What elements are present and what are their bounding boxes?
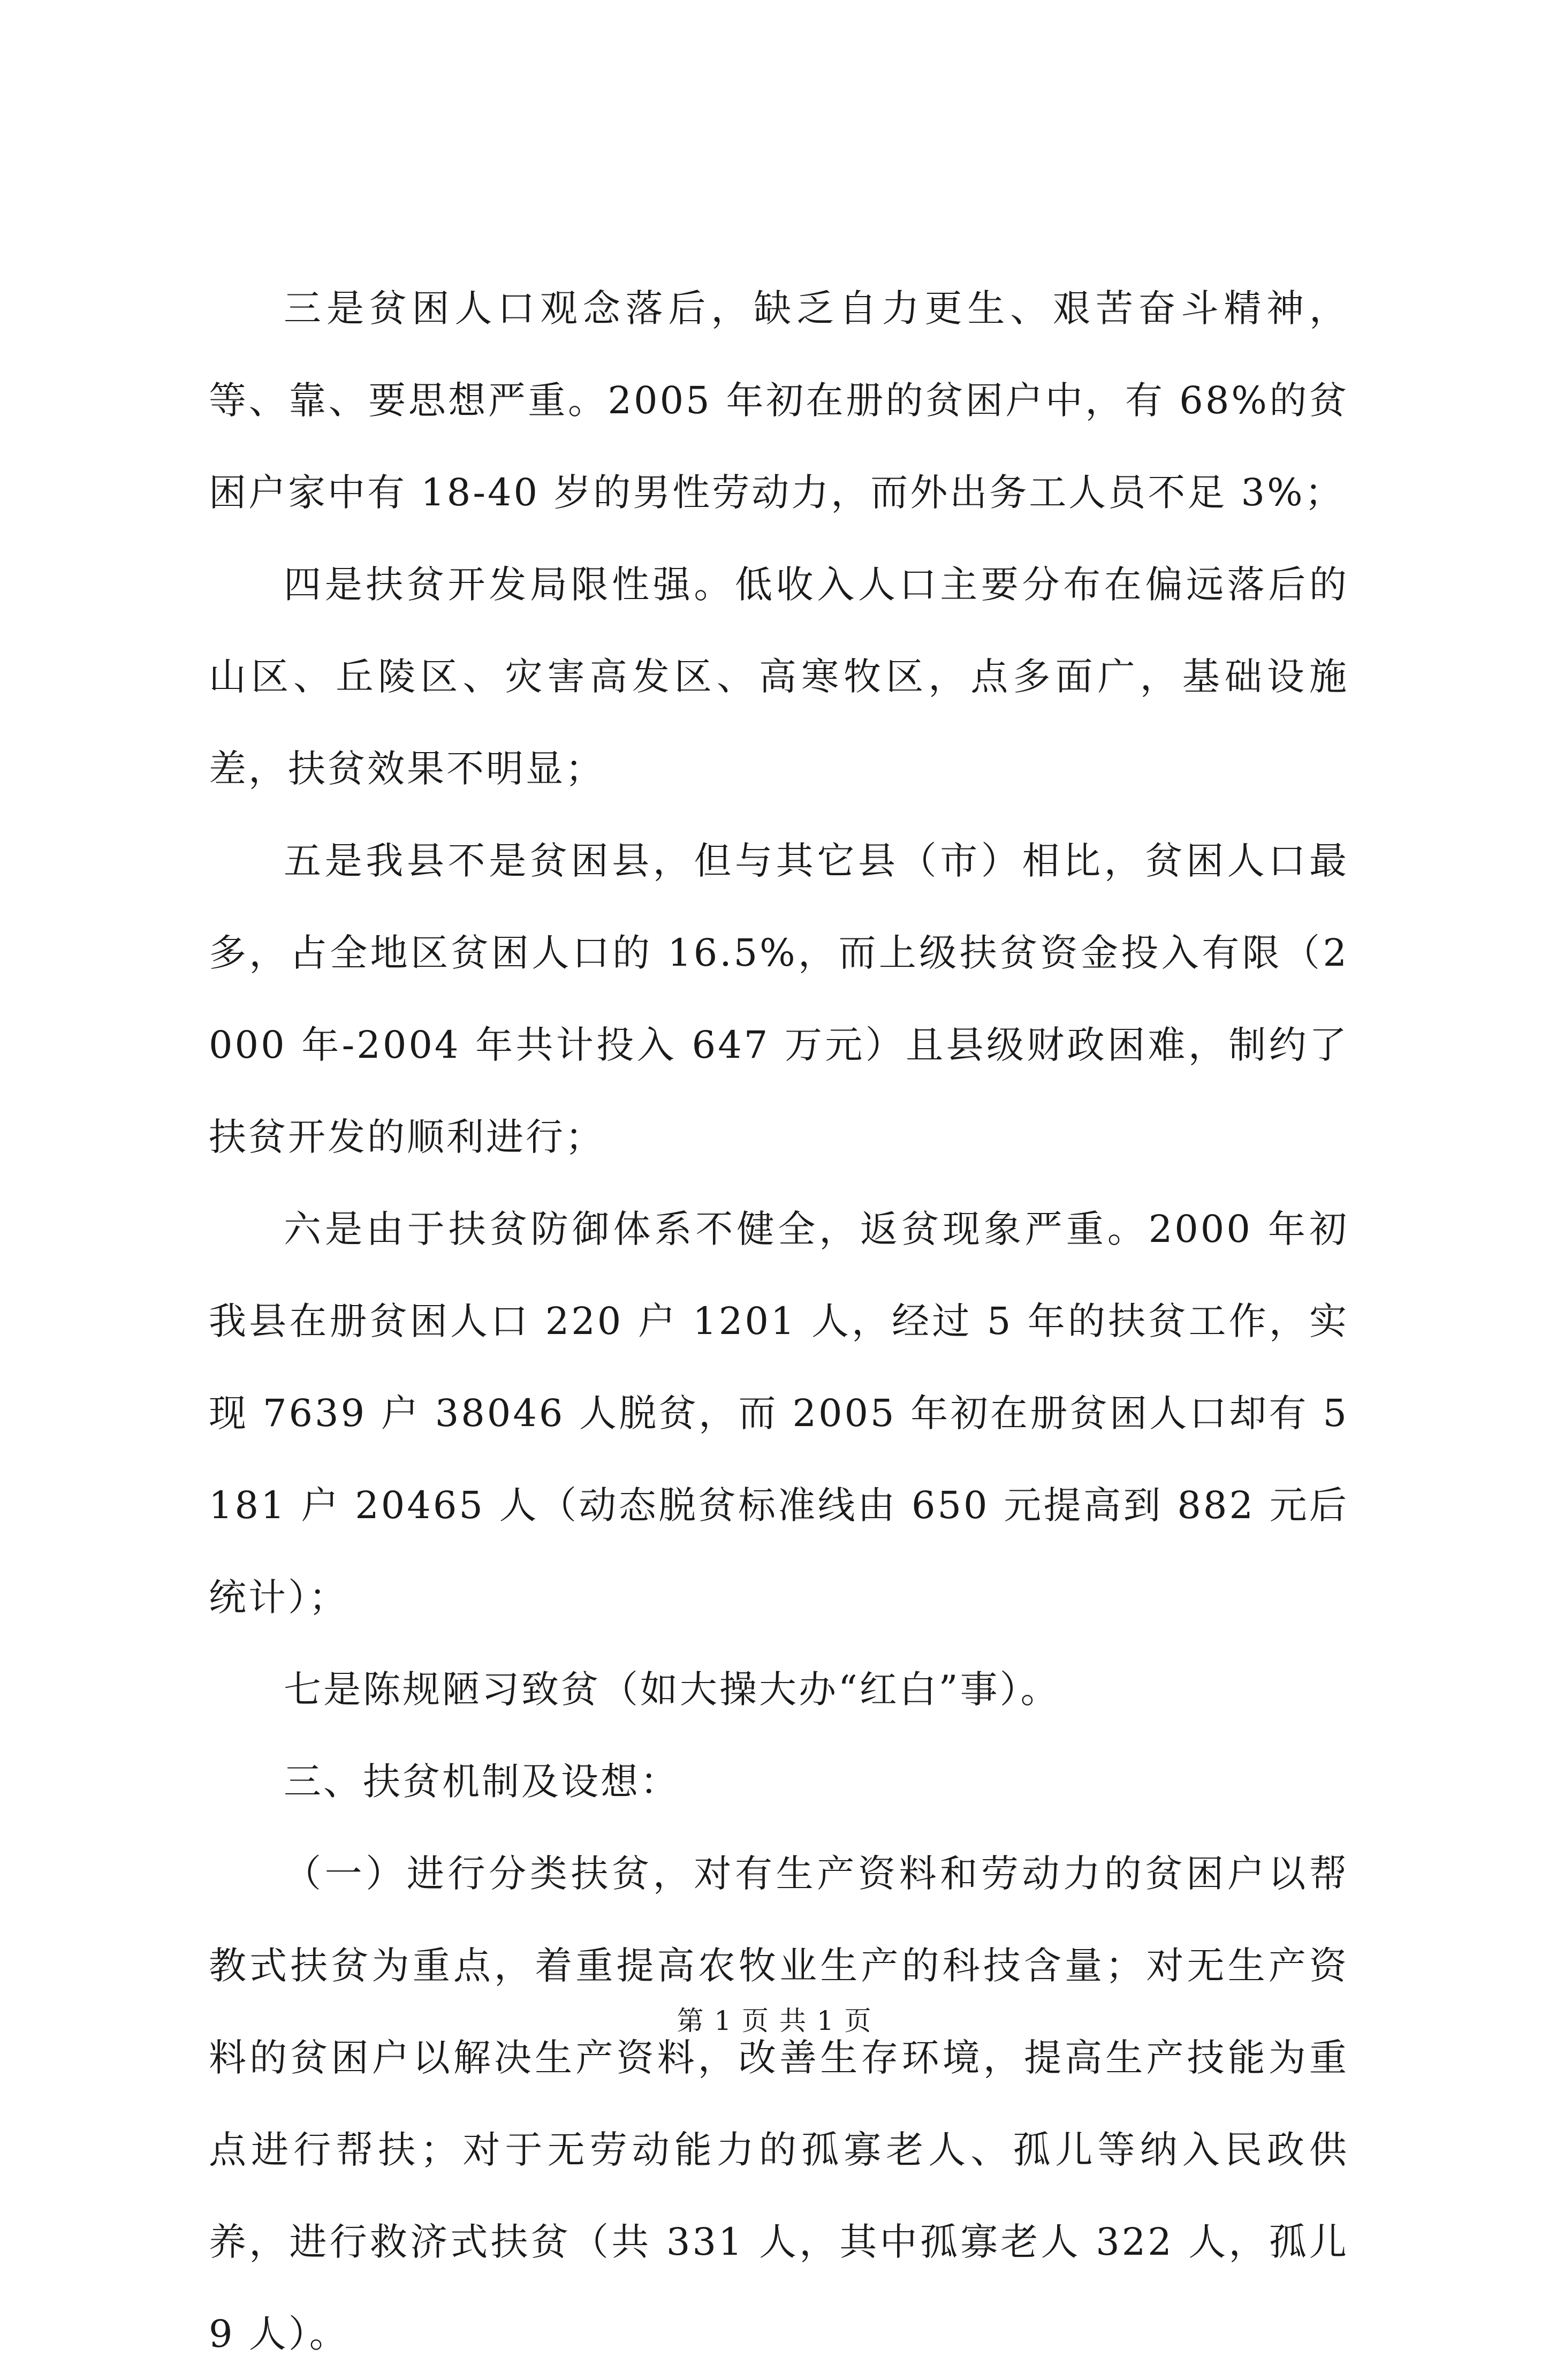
paragraph-point-four: 四是扶贫开发局限性强。低收入人口主要分布在偏远落后的山区、丘陵区、灾害高发区、高寒牧区，点多面广，基础设施差，扶贫效果不明显； xyxy=(209,563,1349,791)
paragraph-point-seven: 七是陈规陋习致贫（如大操大办“红白”事）。 xyxy=(284,1667,1060,1711)
paragraph-point-three: 三是贫困人口观念落后，缺乏自力更生、艰苦奋斗精神，等、靠、要思想严重。2005 年初在册的贫困户中，有 68%的贫困户家中有 18-40 岁的男性劳动力，而外出务工人员不足 3%； xyxy=(209,286,1349,514)
page-footer: 第 1 页 共 1 页 xyxy=(677,2005,872,2036)
paragraph-point-five: 五是我县不是贫困县，但与其它县（市）相比，贫困人口最多，占全地区贫困人口的 16.5%，而上级扶贫资金投入有限（2000 年-2004 年共计投入 647 万元）且县级财政困难，制约了扶贫开发的顺利进行； xyxy=(209,839,1349,1159)
document-body xyxy=(209,262,1349,2380)
paragraph-point-six: 六是由于扶贫防御体系不健全，返贫现象严重。2000 年初我县在册贫困人口 220 户 1201 人，经过 5 年的扶贫工作，实现 7639 户 38046 人脱贫，而 2005 年初在册贫困人口却有 5181 户 20465 人（动态脱贫标准线由 650 元提高到 882 元后统计）； xyxy=(209,1207,1349,1619)
section-heading: 三、扶贫机制及设想： xyxy=(284,1760,680,1803)
paragraph-subsection-one: （一）进行分类扶贫，对有生产资料和劳动力的贫困户以帮教式扶贫为重点，着重提高农牧业生产的科技含量；对无生产资料的贫困户以解决生产资料，改善生存环境，提高生产技能为重点进行帮扶；对于无劳动能力的孤寡老人、孤儿等纳入民政供养，进行救济式扶贫（共 331 人，其中孤寡老人 322 人，孤儿 9 人）。 xyxy=(209,1852,1349,2356)
